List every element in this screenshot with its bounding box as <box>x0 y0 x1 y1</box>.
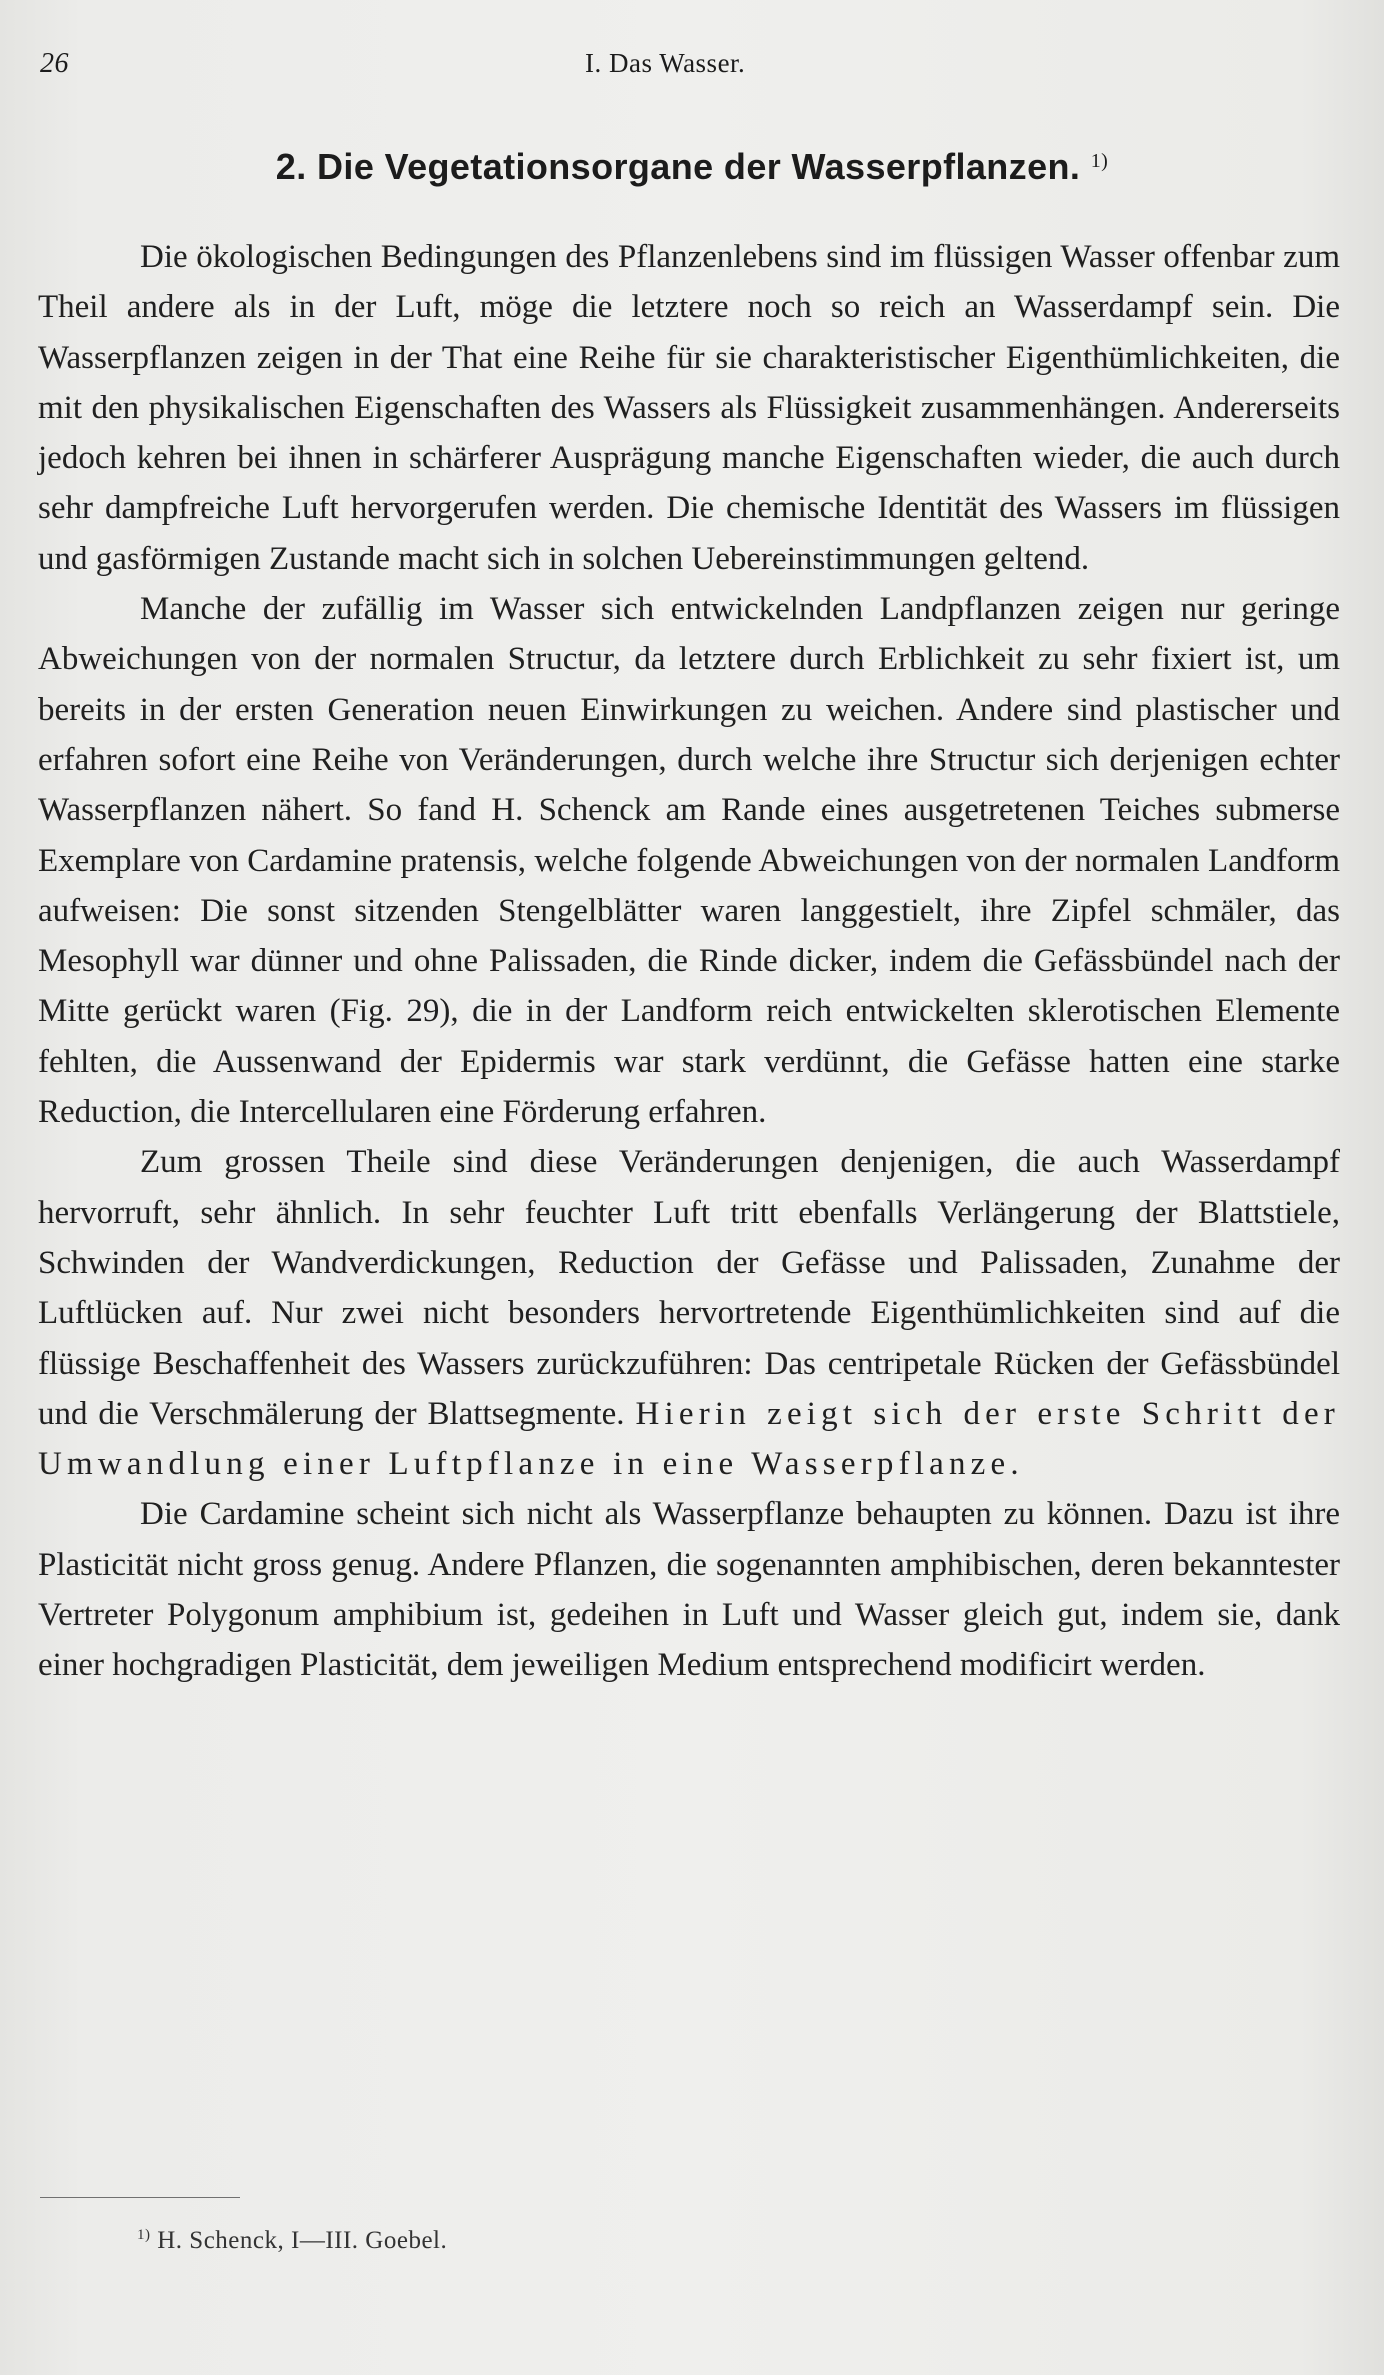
emphasized-sentence: Hierin zeigt sich der erste Schritt der Umwandlung einer Luftpflanze in eine Wasserpflanze. <box>38 1395 1340 1483</box>
paragraph-2: Manche der zufällig im Wasser sich entwickelnden Landpflanzen zeigen nur geringe Abweichungen von der normalen Structur, da letztere durch Erblichkeit zu sehr fixiert ist, um bereits in der ersten Generation neuen Einwirkungen zu weichen. Andere sind plastischer und erfahren sofort eine Reihe von Veränderungen, durch welche ihre Structur sich derjenigen echter Wasserpflanzen nähert. So fand H. Schenck am Rande eines ausgetretenen Teiches submerse Exemplare von Cardamine pratensis, welche folgende Abweichungen von der normalen Landform aufweisen: Die sonst sitzenden Stengelblätter waren langgestielt, ihre Zipfel schmäler, das Mesophyll war dünner und ohne Palissaden, die Rinde dicker, indem die Gefässbündel nach der Mitte gerückt waren (Fig. 29), die in der Landform reich entwickelten sklerotischen Elemente fehlten, die Aussenwand der Epidermis war stark verdünnt, die Gefässe hatten eine starke Reduction, die Intercellularen eine Förderung erfahren. <box>38 591 1340 1131</box>
section-heading <box>0 146 1384 188</box>
footnote-text: H. Schenck, I—III. Goebel. <box>157 2227 448 2254</box>
paragraph-4: Die Cardamine scheint sich nicht als Wasserpflanze behaupten zu können. Dazu ist ihre Plasticität nicht gross genug. Andere Pflanzen, die sogenannten amphibischen, deren bekanntester Vertreter Polygonum amphibium ist, gedeihen in Luft und Wasser gleich gut, indem sie, dank einer hochgradigen Plasticität, dem jeweiligen Medium entsprechend modificirt werden. <box>38 1496 1340 1684</box>
paragraph-3-text: Zum grossen Theile sind diese Veränderungen denjenigen, die auch Wasserdampf hervorruft, sehr ähnlich. In sehr feuchter Luft tritt ebenfalls Verlängerung der Blattstiele, Schwinden der Wandverdickungen, Reduction der Gefässe und Palissaden, Zunahme der Luftlücken auf. Nur zwei nicht besonders hervortretende Eigenthümlichkeiten sind auf die flüssige Beschaffenheit des Wassers zurückzuführen: Das centripetale Rücken der Gefässbündel und die Verschmälerung der Blattsegmente. <box>38 1144 1340 1432</box>
section-title: 2. Die Vegetationsorgane der Wasserpflanzen. <box>275 146 1081 187</box>
footnote-reference: 1) <box>1090 150 1109 172</box>
footnote-divider <box>40 2197 240 2198</box>
running-title: I. Das Wasser. <box>585 48 746 78</box>
footnote-marker: 1) <box>137 2227 151 2243</box>
paragraph-1: Die ökologischen Bedingungen des Pflanzenlebens sind im flüssigen Wasser offenbar zum Theil andere als in der Luft, möge die letztere noch so reich an Wasserdampf sein. Die Wasserpflanzen zeigen in der That eine Reihe für sie charakteristischer Eigenthümlichkeiten, die mit den physikalischen Eigenschaften des Wassers als Flüssigkeit zusammenhängen. Andererseits jedoch kehren bei ihnen in schärferer Ausprägung manche Eigenschaften wieder, die auch durch sehr dampfreiche Luft hervorgerufen werden. Die chemische Identität des Wassers im flüssigen und gasförmigen Zustande macht sich in solchen Uebereinstimmungen geltend. <box>38 239 1340 577</box>
footnote <box>137 2227 447 2255</box>
paragraph-3 <box>38 1137 1340 1489</box>
page-number: 26 <box>40 48 69 79</box>
body-text <box>38 232 1340 1691</box>
running-head <box>40 48 1340 88</box>
